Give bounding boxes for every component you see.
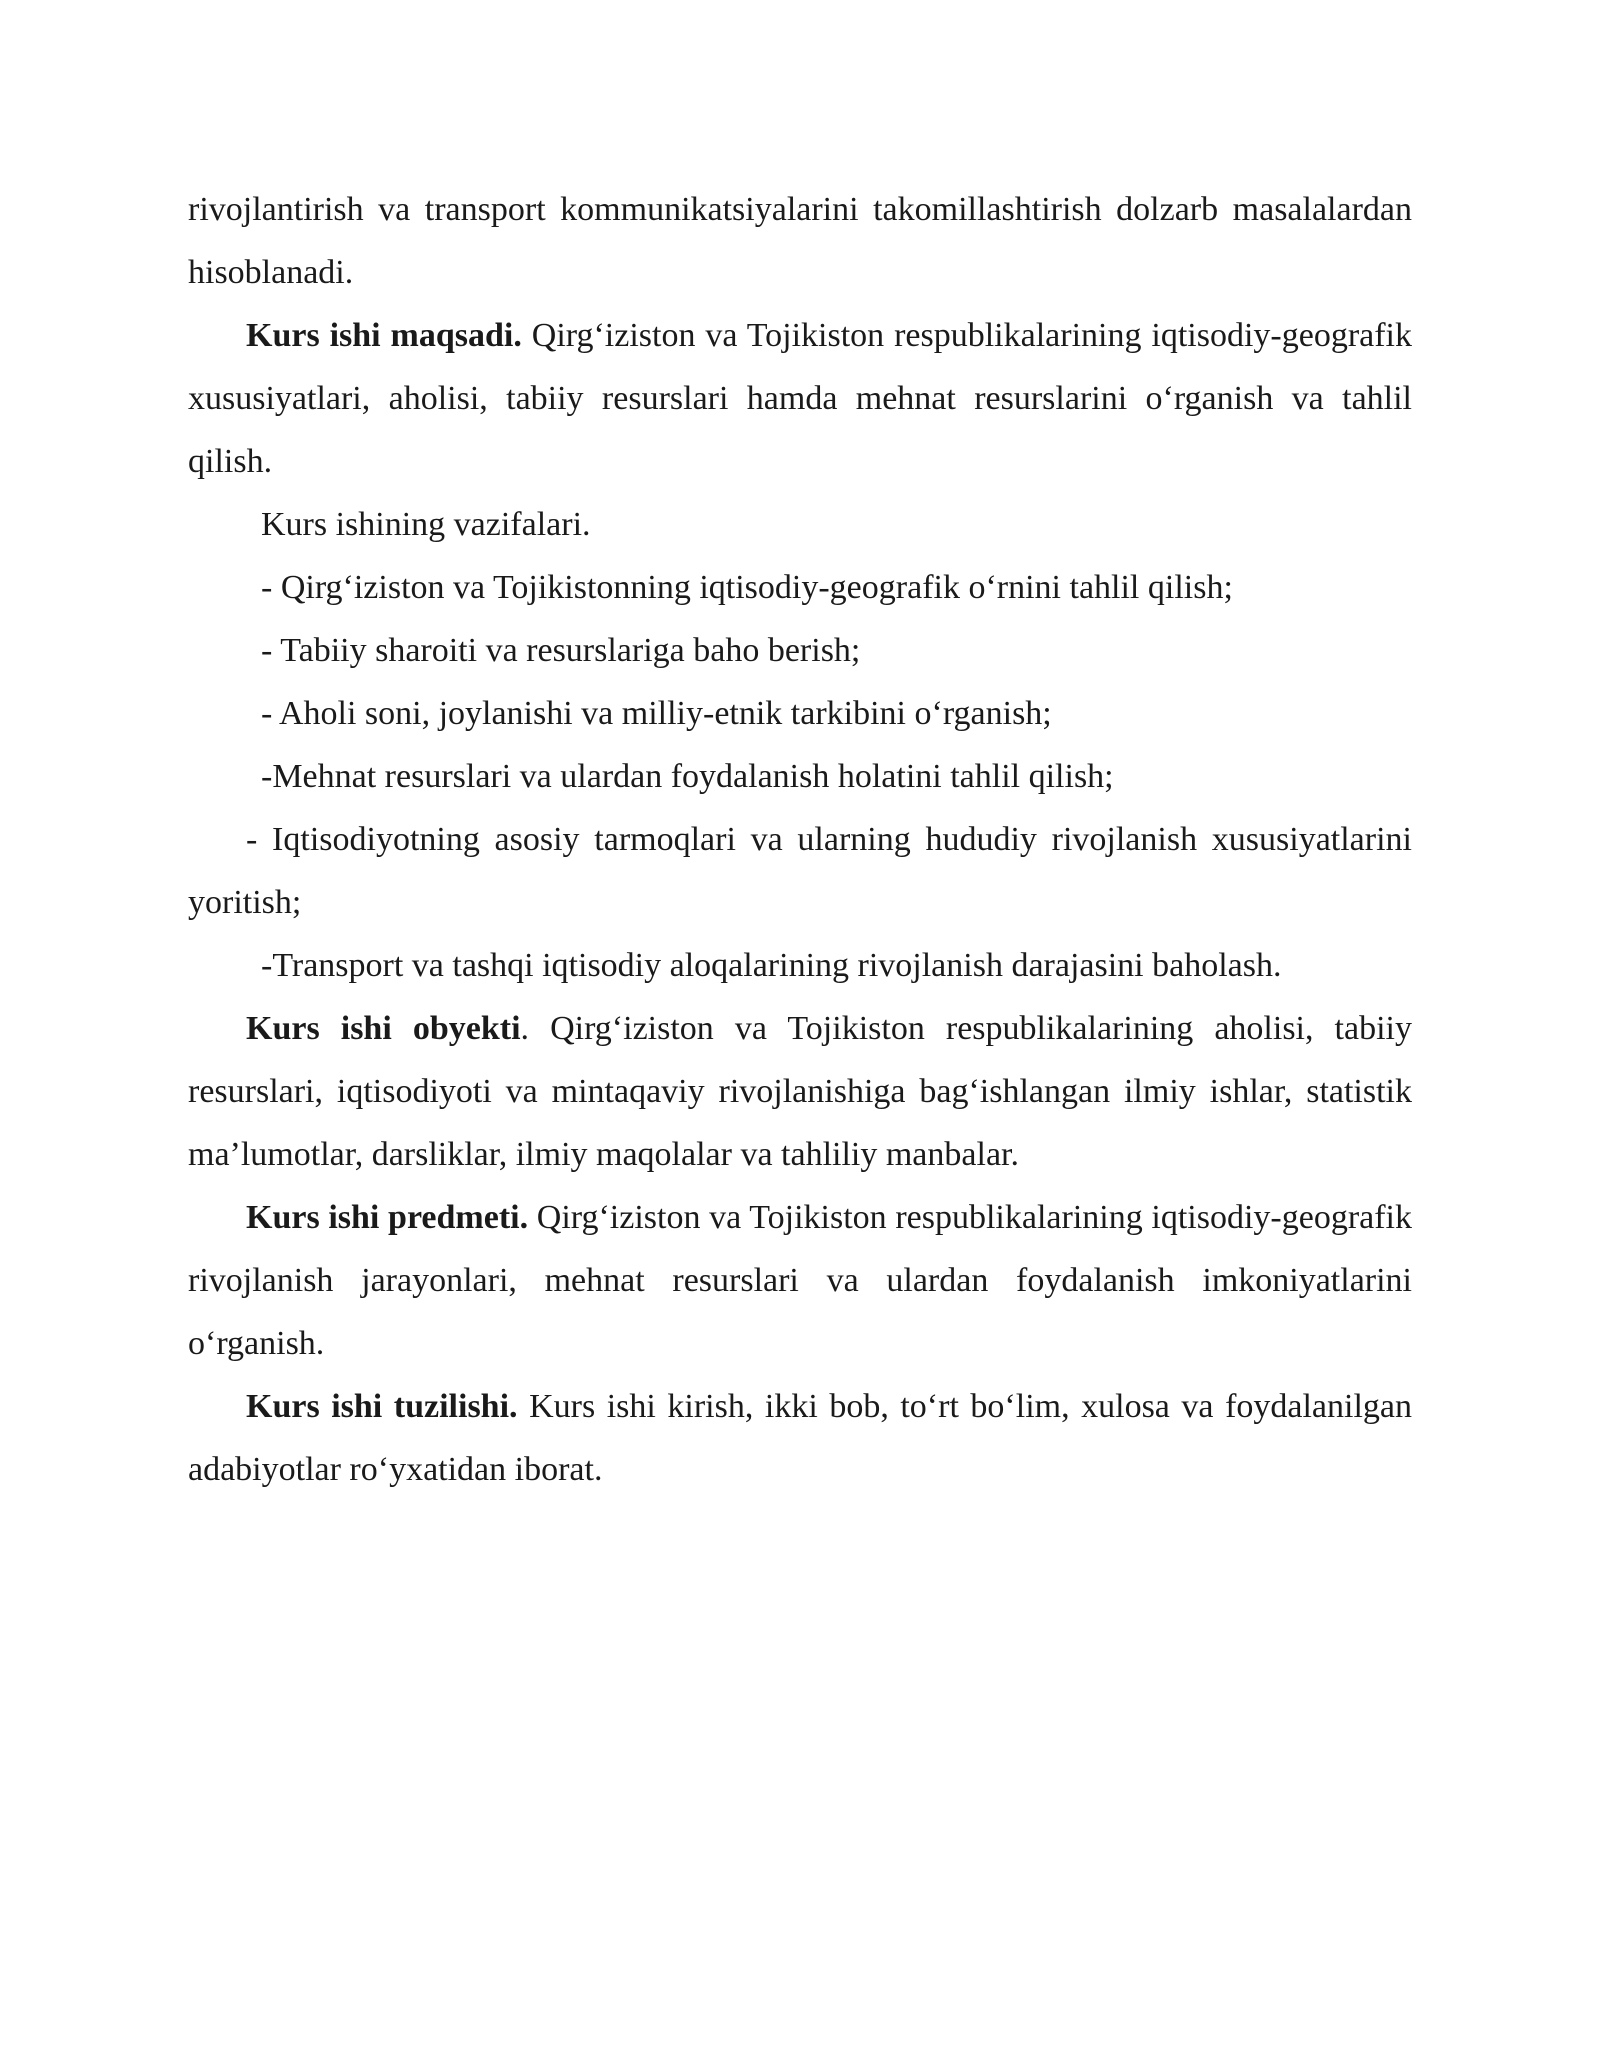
task-item: - Qirg‘iziston va Tojikistonning iqtisodiy-geografik o‘rnini tahlil qilish; [261,569,1233,606]
goal-paragraph [188,304,1412,493]
document-page [188,178,1412,1501]
task-item: - Aholi soni, joylanishi va milliy-etnik tarkibini o‘rganish; [261,695,1052,732]
structure-lead: Kurs ishi tuzilishi. [246,1388,518,1425]
subject-text: Qirg‘iziston va Tojikiston respublikalarining iqtisodiy-geografik rivojlanish jarayonlari, mehnat resurslari va ulardan foydalanish imkoniyatlarini o‘rganish. [188,1199,1412,1362]
intro-continuation-paragraph: rivojlantirish va transport kommunikatsiyalarini takomillashtirish dolzarb masalalardan hisoblanadi. [188,191,1412,291]
object-lead: Kurs ishi obyekti [246,1010,521,1047]
subject-paragraph [188,1186,1412,1375]
goal-text: Qirg‘iziston va Tojikiston respublikalarining iqtisodiy-geografik xususiyatlari, aholisi, tabiiy resurslari hamda mehnat resurslarini o‘rganish va tahlil qilish. [188,317,1412,480]
task-item: - Tabiiy sharoiti va resurslariga baho berish; [261,632,861,669]
goal-lead: Kurs ishi maqsadi. [246,317,522,354]
structure-text: Kurs ishi kirish, ikki bob, to‘rt bo‘lim, xulosa va foydalanilgan adabiyotlar ro‘yxatidan iborat. [188,1388,1412,1488]
task-item-last: -Transport va tashqi iqtisodiy aloqalarining rivojlanish darajasini baholash. [261,947,1282,984]
object-paragraph [188,997,1412,1186]
object-text: . Qirg‘iziston va Tojikiston respublikalarining aholisi, tabiiy resurslari, iqtisodiyoti va mintaqaviy rivojlanishiga bag‘ishlangan ilmiy ishlar, statistik ma’lumotlar, darsliklar, ilmiy maqolalar va tahliliy manbalar. [188,1010,1412,1173]
task-item: -Mehnat resurslari va ulardan foydalanish holatini tahlil qilish; [261,758,1114,795]
structure-paragraph [188,1375,1412,1501]
task-item-long: - Iqtisodiyotning asosiy tarmoqlari va ularning hududiy rivojlanish xususiyatlarini yoritish; [188,821,1412,921]
tasks-heading: Kurs ishining vazifalari. [261,506,591,543]
subject-lead: Kurs ishi predmeti. [246,1199,529,1236]
